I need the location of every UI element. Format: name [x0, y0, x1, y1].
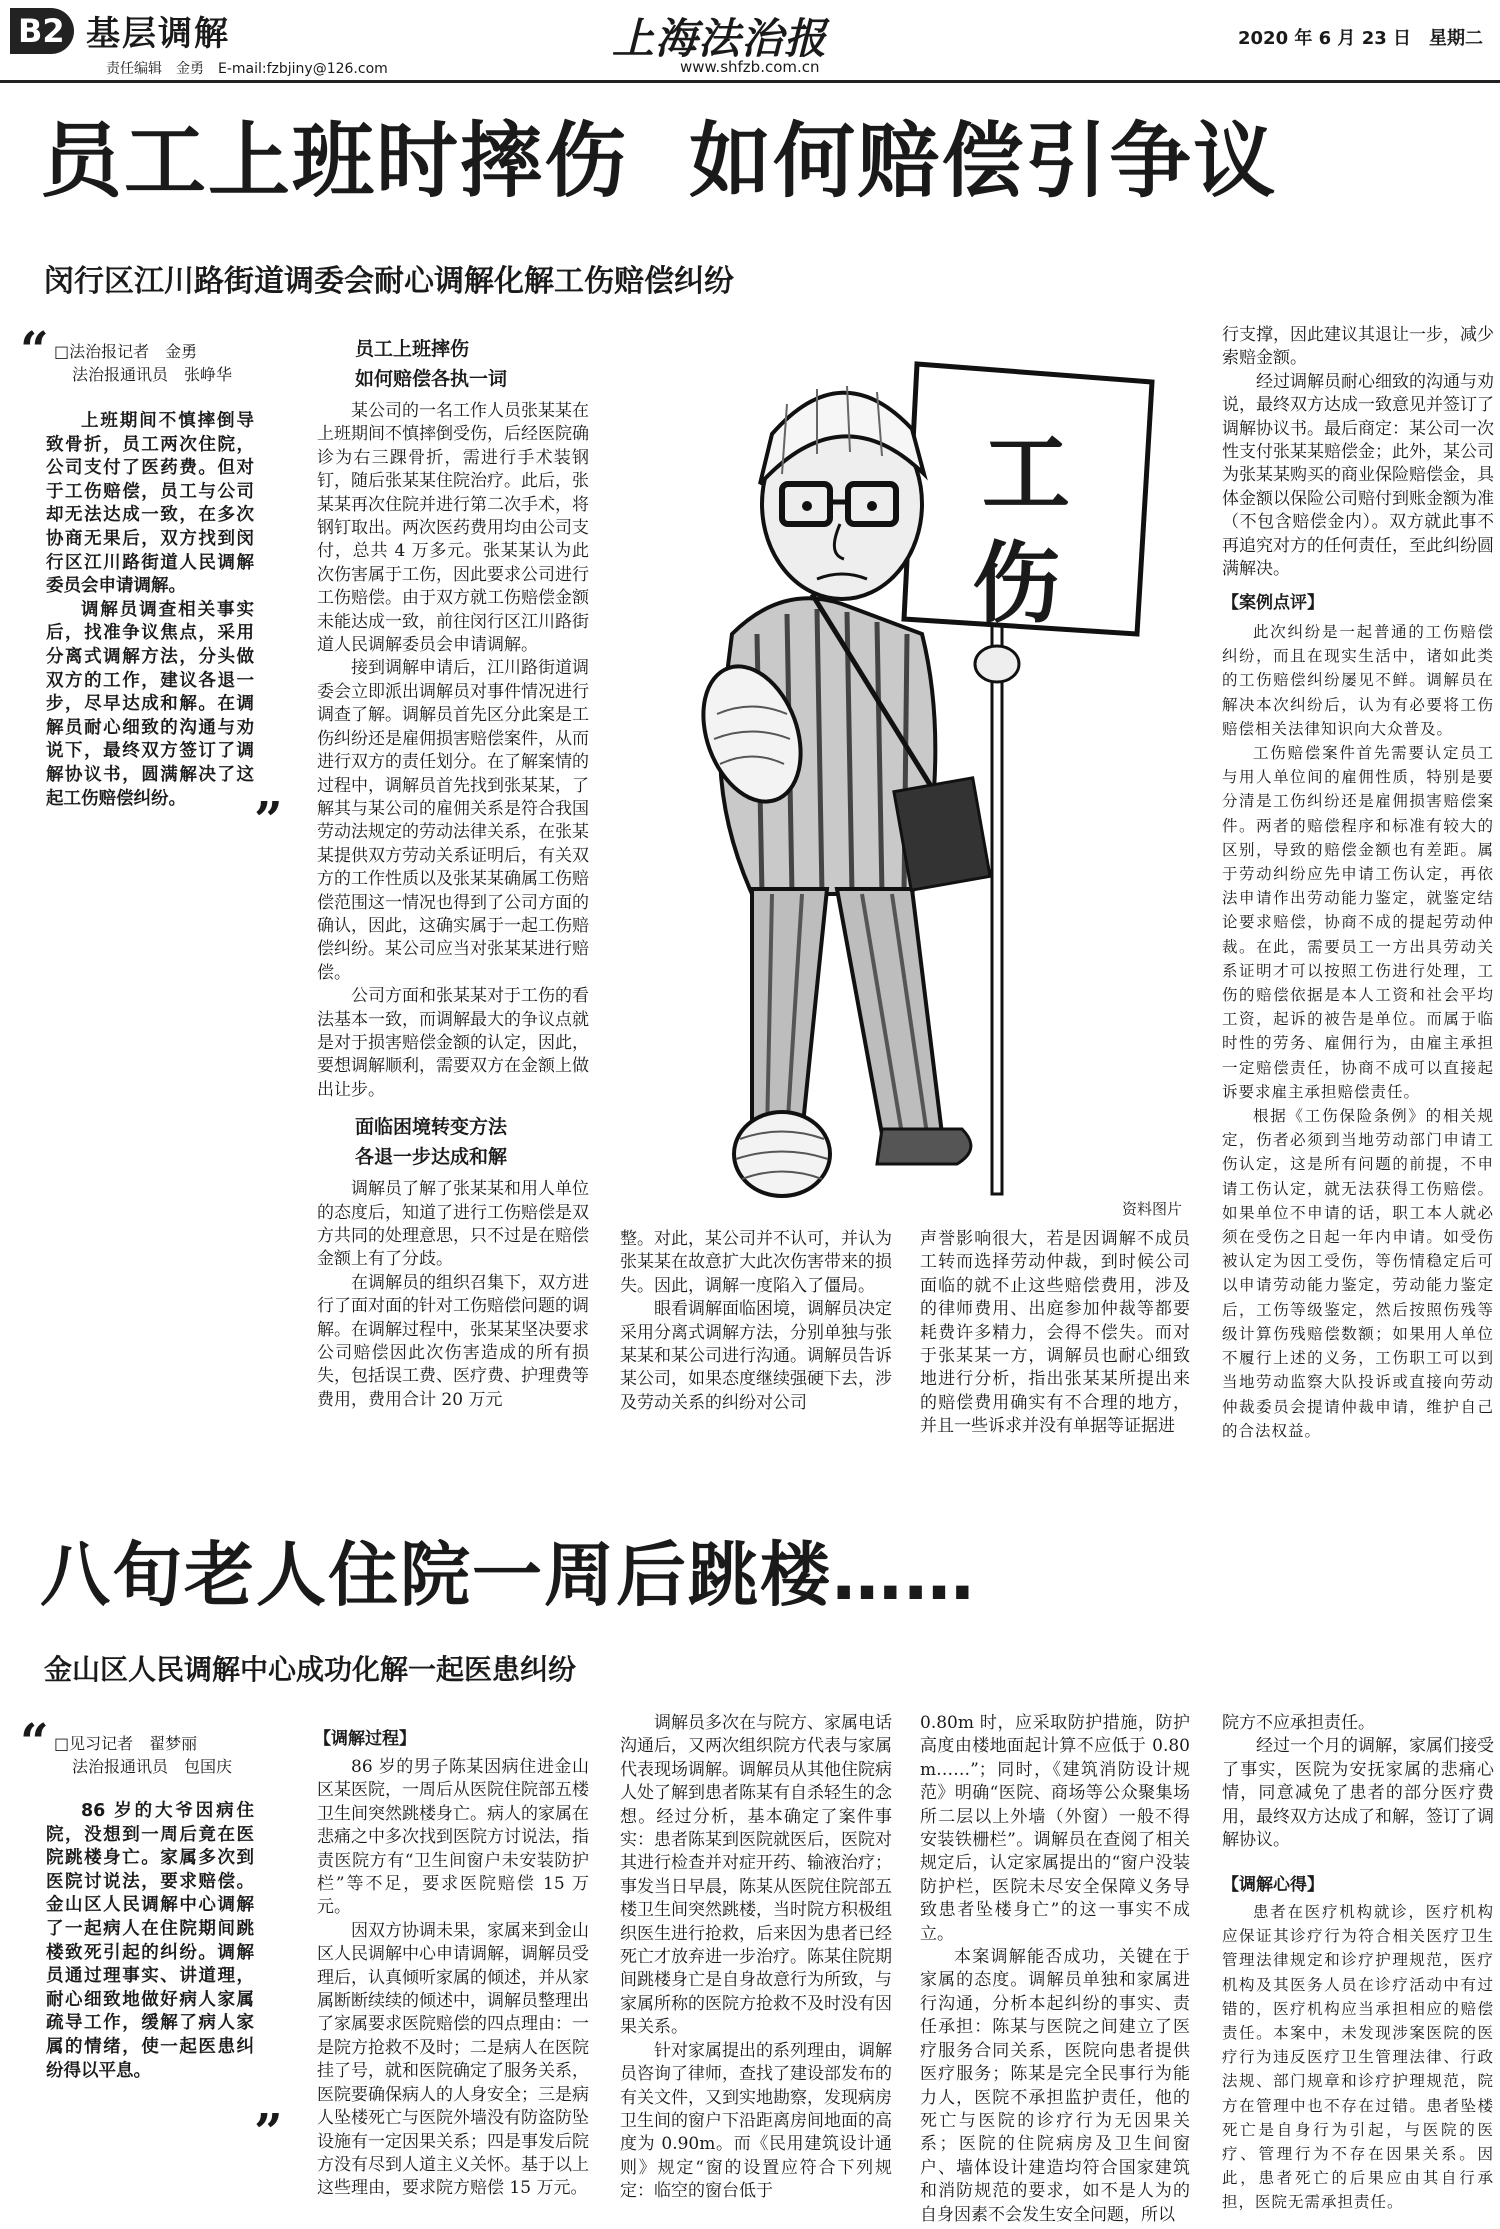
reporter-line: □见习记者 翟梦丽 [54, 1734, 198, 1753]
illustration [612, 334, 1202, 1224]
article-2-subheadline: 金山区人民调解中心成功化解一起医患纠纷 [44, 1653, 577, 1686]
case-comment-tag: 【案例点评】 [1222, 593, 1324, 613]
lead-paragraph: 调解员调查相关事实后，找准争议焦点，采用分离式调解方法，分头做双方的工作，建议各退一步，尽早达成和解。在调解员耐心细致的沟通与劝说下，最终双方签订了调解协议书，圆满解决了这起工伤赔偿纠纷。 [46, 599, 254, 809]
article-1-column-4 [920, 1228, 1190, 1439]
open-quote-mark: “ [20, 320, 49, 379]
lead-paragraph: 上班期间不慎摔倒导致骨折，员工两次住院，公司支付了医药费。但对于工伤赔偿，员工与公司却无法达成一致，在多次协商无果后，双方找到闵行区江川路街道人民调解委员会申请调解。 [46, 411, 254, 597]
process-tag: 【调解过程】 [314, 1729, 416, 1749]
editor-info: 责任编辑 金勇 E-mail:fzbjiny@126.com [106, 61, 388, 77]
body-paragraph: 眼看调解面临困境，调解员决定采用分离式调解方法，分别单独与张某某和某公司进行沟通。调解员告诉某公司，如果态度继续强硬下去，涉及劳动关系的纠纷对公司 [620, 1299, 892, 1413]
lead-paragraph: 86 岁的大爷因病住院，没想到一周后竟在医院跳楼身亡。家属多次到医院讨说法，要求赔偿。金山区人民调解中心调解了一起病人在住院期间跳楼致死引起的纠纷。调解员通过理事实、讲道理，耐心细致地做好病人家属疏导工作，缓解了病人家属的情绪，使一起医患纠纷得以平息。 [46, 1801, 254, 2081]
body-paragraph: 行支撑，因此建议其退让一步，减少索赔金额。 [1222, 325, 1494, 369]
body-paragraph: 0.80m 时，应采取防护措施，防护高度由楼地面起计算不应低于 0.80m……”；同时，《建筑消防设计规范》明确“医院、商场等公众聚集场所二层以上外墙（外窗）一般不得安装铁栅栏”。调解员在查阅了相关规定后，认定家属提出的“窗户没装防护栏，医院未尽安全保障义务导致患者坠楼身亡”的这一事实不成立。 [920, 1713, 1190, 1944]
article-1-subheadline: 闵行区江川路街道调委会耐心调解化解工伤赔偿纠纷 [44, 264, 734, 299]
body-paragraph: 因双方协调未果，家属来到金山区人民调解中心申请调解，调解员受理后，认真倾听家属的倾述，并从家属断断续续的倾述中，调解员整理出了家属要求医院赔偿的四点理由：一是院方抢救不及时；二是病人在医院挂了号，就和医院确定了服务关系，医院要确保病人的人身安全；三是病人坠楼死亡与医院外墙没有防盗防坠设施有一定因果关系；四是事发后院方没有尽到人道主义关怀。基于以上这些理由，要求院方赔偿 15 万元。 [317, 1920, 589, 2199]
body-paragraph: 公司方面和张某某对于工伤的看法基本一致，而调解最大的争议点就是对于损害赔偿金额的认定，因此，要想调解顺利，需要双方在金额上做出让步。 [317, 986, 589, 1100]
body-paragraph: 调解员了解了张某某和用人单位的态度后，知道了进行工伤赔偿是双方共同的处理意思，只不过是在赔偿金额上有了分歧。 [317, 1179, 589, 1270]
injured-worker-cartoon [612, 334, 1202, 1224]
comment-paragraph: 此次纠纷是一起普通的工伤赔偿纠纷，而且在现实生活中，诸如此类的工伤赔偿纠纷屡见不鲜。调解员在解决本次纠纷后，认为有必要将工伤赔偿相关法律知识向大众普及。 [1222, 623, 1494, 738]
body-paragraph: 经过调解员耐心细致的沟通与劝说，最终双方达成一致意见并签订了调解协议书。最后商定：某公司一次性支付张某某赔偿金；此外，某公司为张某某购买的商业保险赔偿金，具体金额以保险公司赔付到账金额为准（不包含赔偿金内）。双方就此事不再追究对方的任何责任，至此纠纷圆满解决。 [1222, 371, 1494, 580]
close-quote-mark: ” [254, 790, 283, 849]
article-2-column-4 [920, 1712, 1190, 2227]
page-header [0, 0, 1500, 80]
body-paragraph: 接到调解申请后，江川路街道调委会立即派出调解员对事件情况进行调查了解。调解员首先区分此案是工伤纠纷还是雇佣损害赔偿案件，从而进行双方的责任划分。在了解案情的过程中，调解员首先找到张某某，了解其与某公司的雇佣关系是符合我国劳动法规定的劳动法律关系，在张某某提供双方劳动关系证明后，有关双方的工作性质以及张某某确属工伤赔偿范围这一情况也得到了公司方面的确认，因此，这确实属于一起工伤赔偿纠纷。某公司应当对张某某进行赔偿。 [317, 658, 589, 983]
body-paragraph: 86 岁的男子陈某因病住进金山区某医院，一周后从医院住院部五楼卫生间突然跳楼身亡。病人的家属在悲痛之中多次找到医院方讨说法，指责医院方有“卫生间窗户未安装防护栏”等不足，要求医院赔偿 15 万元。 [317, 1757, 589, 1918]
body-paragraph: 院方不应承担责任。 [1222, 1713, 1375, 1733]
issue-date: 2020 年 6 月 23 日 星期二 [1238, 28, 1484, 49]
article-2-column-5 [1222, 1712, 1494, 1852]
insight-body [1222, 1900, 1494, 2215]
correspondent-line: 法治报通讯员 包国庆 [72, 1757, 233, 1776]
article-1-column-2 [317, 334, 589, 1412]
header-rule [0, 80, 1500, 83]
article-1-lead [46, 410, 254, 811]
body-paragraph: 经过一个月的调解，家属们接受了事实，医院为安抚家属的悲痛心情，同意减免了患者的部分医疗费用，最终双方达成了和解，签订了调解协议。 [1222, 1736, 1494, 1851]
masthead-logo: 上海法治报 [612, 14, 828, 63]
image-caption: 资料图片 [1122, 1200, 1183, 1218]
article-1-byline [54, 340, 232, 386]
article-2-byline [54, 1732, 232, 1778]
article-2-headline: 八旬老人住院一周后跳楼…… [40, 1534, 976, 1616]
article-1-column-3 [620, 1228, 892, 1415]
body-paragraph: 在调解员的组织召集下，双方进行了面对面的针对工伤赔偿问题的调解。在调解过程中，张某某坚决要求公司赔偿因此次伤害造成的所有损失，包括误工费、医疗费、护理费等费用，费用合计 20 万元 [317, 1272, 589, 1410]
reporter-line: □法治报记者 金勇 [54, 342, 198, 361]
body-paragraph: 针对家属提出的系列理由，调解员咨询了律师，查找了建设部发布的有关文件，又到实地勘察，发现病房卫生间的窗户下沿距离房间地面的高度为 0.90m。而《民用建筑设计通则》规定“窗的设置应符合下列规定：临空的窗台低于 [620, 2040, 892, 2202]
section-name: 基层调解 [86, 14, 230, 54]
section-2-title: 面临困境转变方法 各退一步达成和解 [355, 1116, 508, 1169]
section-1-title: 员工上班摔伤 如何赔偿各执一词 [355, 338, 508, 390]
insight-tag: 【调解心得】 [1222, 1875, 1324, 1895]
section-number: B2 [18, 12, 65, 50]
body-paragraph: 整。对此，某公司并不认可，并认为张某某在故意扩大此次伤害带来的损失。因此，调解一度陷入了僵局。 [620, 1229, 892, 1296]
close-quote-mark: ” [254, 2102, 283, 2161]
body-paragraph: 声誉影响很大，若是因调解不成员工转而选择劳动仲裁，到时候公司面临的就不止这些赔偿费用，涉及的律师费用、出庭参加仲裁等都要耗费许多精力，会得不偿失。而对于张某某一方，调解员也耐心细致地进行分析，指出张某某所提出来的赔偿费用确实有不合理的地方，并且一些诉求并没有单据等证据进 [920, 1229, 1190, 1437]
body-paragraph: 调解员多次在与院方、家属电话沟通后，又两次组织院方代表与家属代表现场调解。调解员从其他住院病人处了解到患者陈某有自杀轻生的念想。经过分析，基本确定了案件事实：患者陈某到医院就医后，医院对其进行检查并对症开药、输液治疗；事发当日早晨，陈某从医院住院部五楼卫生间突然跳楼，当时院方积极组织医生进行抢救，后来因为患者已经死亡才放弃进一步治疗。陈某住院期间跳楼身亡是自身故意行为所致，与家属所称的医院方抢救不及时没有因果关系。 [620, 1713, 892, 2038]
case-comment-body [1222, 620, 1494, 1443]
article-2-column-2 [317, 1756, 589, 2201]
open-quote-mark: “ [20, 1712, 49, 1771]
website: www.shfzb.com.cn [680, 58, 820, 76]
sign-text-bottom: 伤 [972, 532, 1061, 635]
article-2-lead [46, 1800, 254, 2083]
sign-text-top: 工 [982, 422, 1071, 525]
correspondent-line: 法治报通讯员 张峥华 [72, 365, 233, 384]
insight-paragraph: 患者在医疗机构就诊，医疗机构应保证其诊疗行为符合相关医疗卫生管理法律规定和诊疗护理规范，医疗机构及其医务人员在诊疗活动中有过错的，医疗机构应当承担相应的赔偿责任。本案中，未发现涉案医院的医疗行为违反医疗卫生管理法律、行政法规、部门规章和诊疗护理规范，院方在管理中也不存在过错。患者坠楼死亡是自身行为引起，与医院的医疗、管理行为不存在因果关系。因此，患者死亡的后果应由其自行承担，医院无需承担责任。 [1222, 1903, 1494, 2212]
body-paragraph: 某公司的一名工作人员张某某在上班期间不慎摔倒受伤，后经医院确诊为右三踝骨折，需进行手术装钢钉，随后张某某住院治疗。此后，张某某再次住院并进行第二次手术，将钢钉取出。两次医药费用均由公司支付，总共 4 万多元。张某某认为此次伤害属于工伤，因此要求公司进行工伤赔偿。由于双方就工伤赔偿金额未能达成一致，前往闵行区江川路街道人民调解委员会申请调解。 [317, 401, 589, 656]
article-1-headline: 员工上班时摔伤 如何赔偿引争议 [40, 114, 1278, 209]
comment-paragraph: 工伤赔偿案件首先需要认定员工与用人单位间的雇佣性质，特别是要分清是工伤纠纷还是雇佣损害赔偿案件。两者的赔偿程序和标准有较大的区别，导致的赔偿金额也有差距。属于劳动纠纷应先申请工伤认定，再依法申请作出劳动能力鉴定，就鉴定结论要求赔偿，协商不成的提起劳动仲裁。在此，需要员工一方出具劳动关系证明才可以按照工伤进行处理，工伤的赔偿依据是本人工资和社会平均工资，起诉的被告是单位。而属于临时性的劳务、雇佣行为，由雇主承担一定赔偿责任，协商不成可以直接起诉要求雇主承担赔偿责任。 [1222, 744, 1494, 1101]
section-badge [10, 8, 74, 54]
body-paragraph: 本案调解能否成功，关键在于家属的态度。调解员单独和家属进行沟通，分析本起纠纷的事实、责任承担：陈某与医院之间建立了医疗服务合同关系，医院向患者提供医疗服务；陈某是完全民事行为能力人，医院不承担监护责任，他的死亡与医院的诊疗行为无因果关系；医院的住院病房及卫生间窗户、墙体设计建造均符合国家建筑和消防规范的要求，如不是人为的自身因素不会发生安全问题，所以 [920, 1947, 1190, 2225]
article-2-column-3 [620, 1712, 892, 2204]
comment-paragraph: 根据《工伤保险条例》的相关规定，伤者必须到当地劳动部门申请工伤认定，这是所有问题的前提，不申请工伤认定，就无法获得工伤赔偿。如果单位不申请的话，职工本人就必须在受伤之日起一年内申请。如受伤被认定为因工受伤，等伤情稳定后可以申请劳动能力鉴定，劳动能力鉴定后，工伤等级鉴定，然后按照伤残等级计算伤残赔偿数额；如果用人单位不履行上述的义务，工伤职工可以到当地劳动监察大队投诉或直接向劳动仲裁委员会提请仲裁申请，维护自己的合法权益。 [1222, 1107, 1494, 1440]
article-1-column-5 [1222, 324, 1494, 581]
